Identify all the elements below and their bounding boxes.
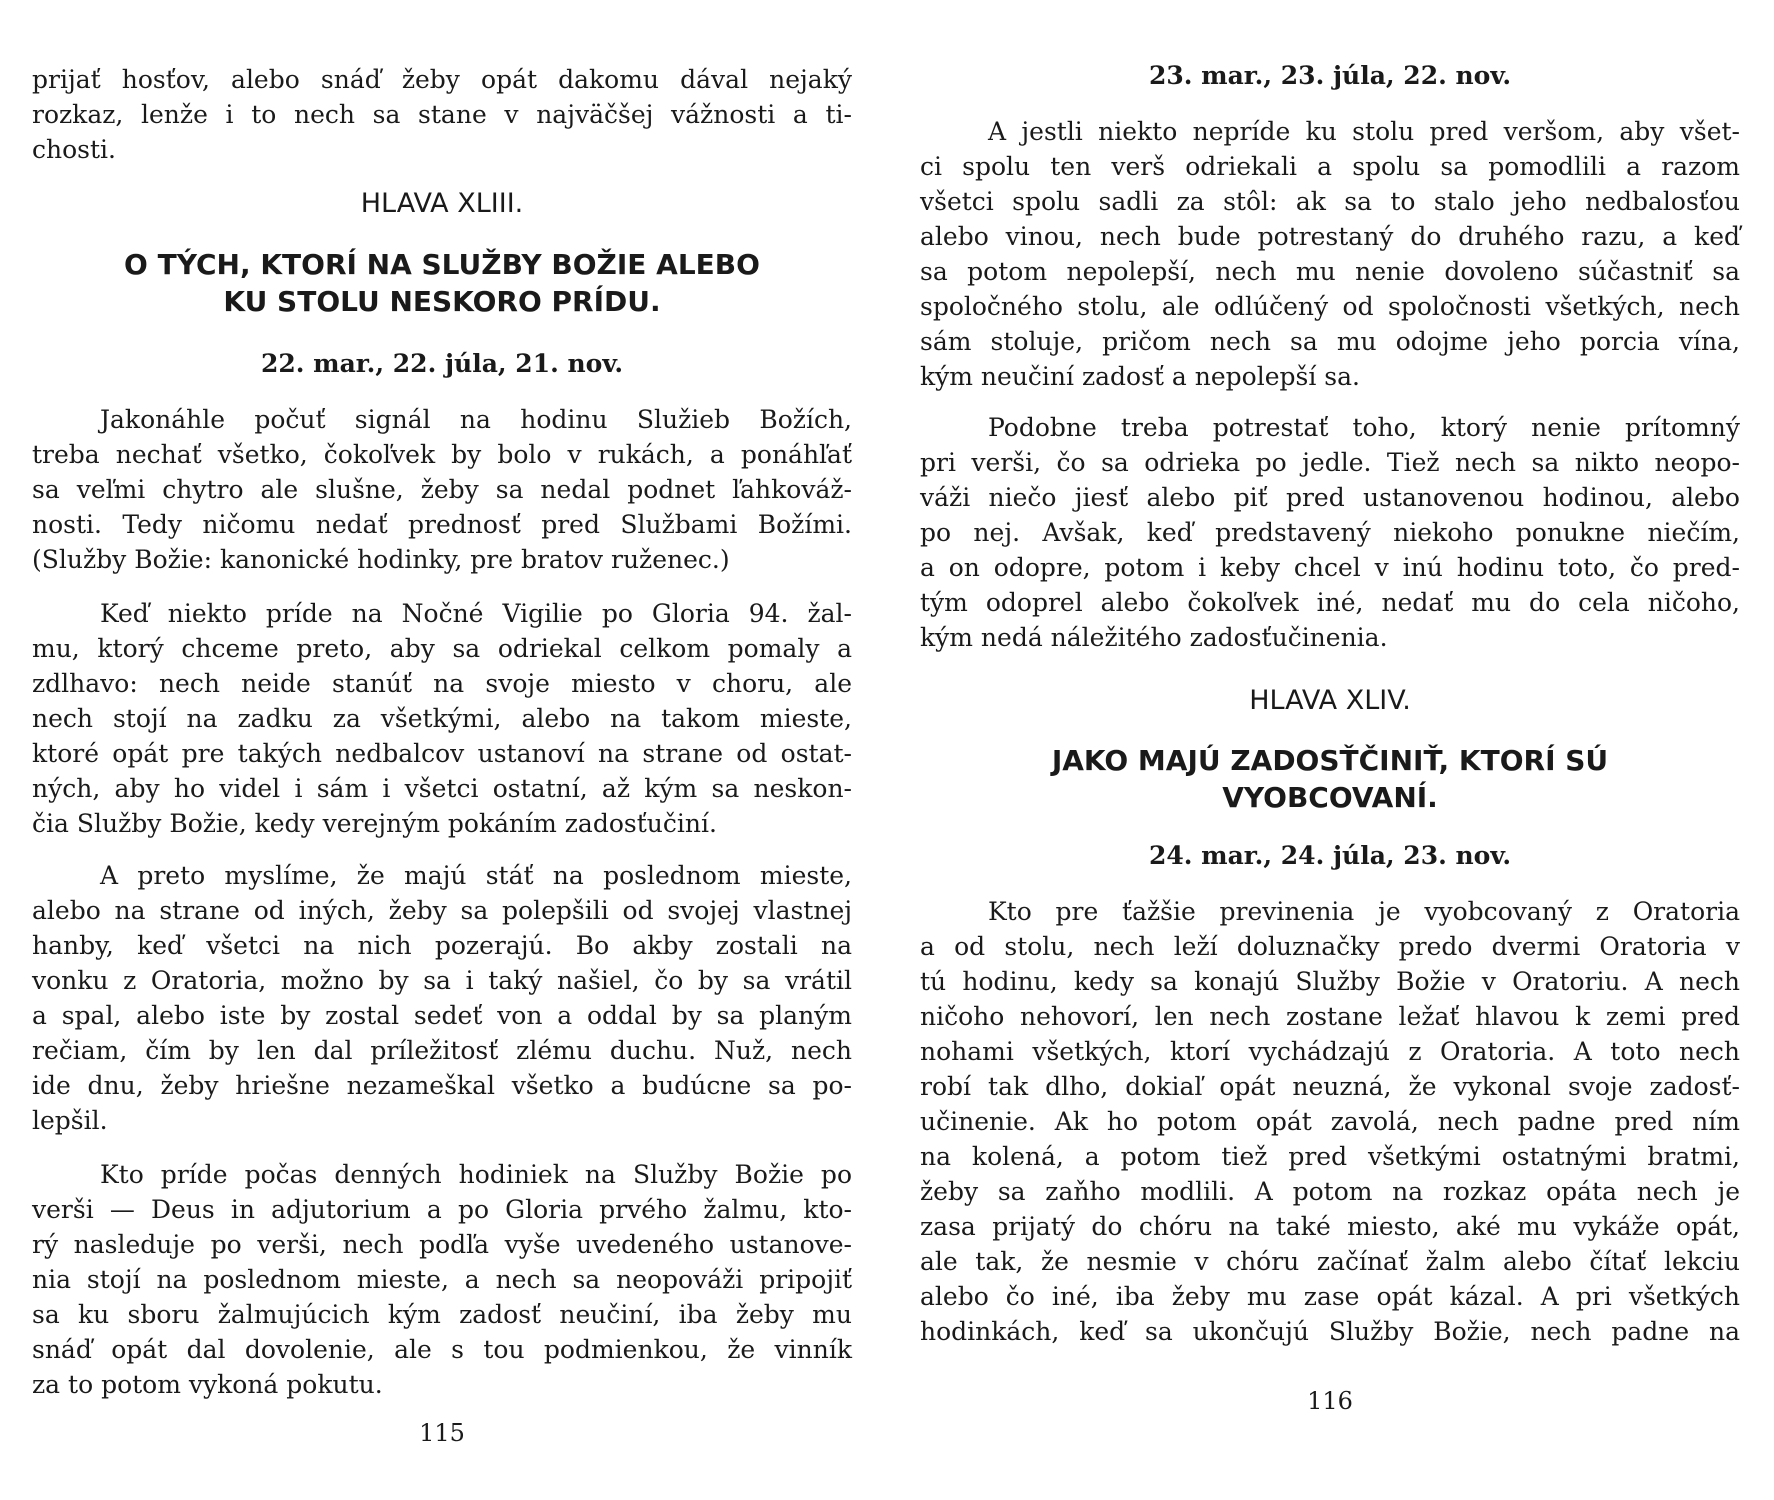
text-line: kým neučiní zadosť a nepolepší sa. <box>920 362 1360 391</box>
text-line: chosti. <box>32 135 116 164</box>
text-line: ničoho nehovorí, len nech zostane ležať hlavou k zemi pred <box>920 1002 1740 1031</box>
text-line: žeby sa zaňho modlili. A potom na rozkaz opáta nech je <box>920 1177 1740 1206</box>
chapter-label: HLAVA XLIII. <box>360 188 524 219</box>
text-line: rečiam, čím by len dal príležitosť zlému duchu. Nuž, nech <box>32 1036 852 1065</box>
text-line: robí tak dlho, dokiaľ opát neuzná, že vykonal svoje zadosť- <box>920 1072 1740 1101</box>
text-line: A jestli niekto nepríde ku stolu pred veršom, aby všet- <box>988 117 1740 146</box>
text-line: pri verši, čo sa odrieka po jedle. Tiež nech sa nikto neopo- <box>920 448 1740 477</box>
text-line: rý nasleduje po verši, nech podľa vyše uvedeného ustanove- <box>32 1230 852 1259</box>
text-line: mu, ktorý chceme preto, aby sa odriekal celkom pomaly a <box>32 634 852 663</box>
text-line: všetci spolu sadli za stôl: ak sa to stalo jeho nedbalosťou <box>920 187 1740 216</box>
page-number: 115 <box>419 1419 465 1447</box>
text-line: a spal, alebo iste by zostal sedeť von a oddal by sa planým <box>32 1001 852 1030</box>
text-line: snáď opát dal dovolenie, ale s tou podmienkou, že vinník <box>32 1335 852 1364</box>
text-line: váži niečo jiesť alebo piť pred ustanovenou hodinou, alebo <box>920 483 1740 512</box>
text-line: spoločného stolu, ale odlúčený od spoločnosti všetkých, nech <box>920 292 1740 321</box>
text-line: Podobne treba potrestať toho, ktorý nenie prítomný <box>988 413 1740 442</box>
chapter-title: O TÝCH, KTORÍ NA SLUŽBY BOŽIE ALEBO <box>124 248 760 281</box>
text-line: alebo na strane od iných, žeby sa polepšili od svojej vlastnej <box>32 896 852 925</box>
text-line: na kolená, a potom tiež pred všetkými ostatnými bratmi, <box>920 1142 1740 1171</box>
text-line: hodinkách, keď sa ukončujú Služby Božie, nech padne na <box>920 1317 1740 1346</box>
text-line: Kto pre ťažšie previnenia je vyobcovaný z Oratoria <box>988 897 1740 926</box>
text-line: sám stoluje, pričom nech sa mu odojme jeho porcia vína, <box>920 327 1740 356</box>
text-line: ale tak, že nesmie v chóru začínať žalm alebo čítať lekciu <box>920 1247 1740 1276</box>
text-line: tú hodinu, kedy sa konajú Služby Božie v Oratoriu. A nech <box>920 967 1740 996</box>
text-line: A preto myslíme, že majú stáť na poslednom mieste, <box>100 861 852 890</box>
text-line: nohami všetkých, ktorí vychádzajú z Oratoria. A toto nech <box>920 1037 1740 1066</box>
text-line: ných, aby ho videl i sám i všetci ostatní, až kým sa neskon- <box>32 774 852 803</box>
text-line: Keď niekto príde na Nočné Vigilie po Gloria 94. žal- <box>100 599 852 628</box>
text-line: sa potom nepolepší, nech mu nenie dovoleno súčastniť sa <box>920 257 1740 286</box>
text-line: alebo vinou, nech bude potrestaný do druhého razu, a keď <box>920 222 1740 251</box>
page-number: 116 <box>1307 1387 1353 1415</box>
text-line: alebo čo iné, iba žeby mu zase opát kázal. A pri všetkých <box>920 1282 1740 1311</box>
text-line: tým odoprel alebo čokoľvek iné, nedať mu do cela ničoho, <box>920 588 1740 617</box>
text-line: po nej. Avšak, keď predstavený niekoho ponukne niečím, <box>920 518 1740 547</box>
text-line: čia Služby Božie, kedy verejným pokáním zadosťučiní. <box>32 809 717 838</box>
text-line: a od stolu, nech leží doluznačky predo dvermi Oratoria v <box>920 932 1740 961</box>
text-line: verši — Deus in adjutorium a po Gloria prvého žalmu, kto- <box>32 1195 852 1224</box>
text-line: Kto príde počas denných hodiniek na Služby Božie po <box>100 1160 852 1189</box>
reading-date: 23. mar., 23. júla, 22. nov. <box>1148 61 1512 90</box>
text-line: sa ku sboru žalmujúcich kým zadosť neučiní, iba žeby mu <box>32 1300 852 1329</box>
text-line: ide dnu, žeby hriešne nezameškal všetko a budúcne sa po- <box>32 1071 852 1100</box>
text-line: zasa prijatý do chóru na také miesto, aké mu vykáže opát, <box>920 1212 1740 1241</box>
text-line: lepšil. <box>32 1106 108 1135</box>
text-line: kým nedá náležitého zadosťučinenia. <box>920 623 1388 652</box>
text-line: treba nechať všetko, čokoľvek by bolo v rukách, a ponáhľať <box>32 440 852 469</box>
chapter-title: KU STOLU NESKORO PRÍDU. <box>223 285 661 318</box>
reading-date: 22. mar., 22. júla, 21. nov. <box>260 349 624 378</box>
chapter-label: HLAVA XLIV. <box>1249 685 1411 716</box>
text-line: nech stojí na zadku za všetkými, alebo na takom mieste, <box>32 704 852 733</box>
text-line: ktoré opát pre takých nedbalcov ustanoví na strane od ostat- <box>32 739 852 768</box>
text-line: a on odopre, potom i keby chcel v inú hodinu toto, čo pred- <box>920 553 1740 582</box>
text-line: sa veľmi chytro ale slušne, žeby sa nedal podnet ľahkováž- <box>32 475 852 504</box>
text-line: nosti. Tedy ničomu nedať prednosť pred Službami Božími. <box>32 510 852 539</box>
text-line: učinenie. Ak ho potom opát zavolá, nech padne pred ním <box>920 1107 1740 1136</box>
chapter-title: JAKO MAJÚ ZADOSŤČINIŤ, KTORÍ SÚ <box>1051 744 1609 777</box>
text-line: hanby, keď všetci na nich pozerajú. Bo akby zostali na <box>32 931 852 960</box>
text-line: prijať hosťov, alebo snáď žeby opát dakomu dával nejaký <box>32 65 852 94</box>
text-line: rozkaz, lenže i to nech sa stane v najväčšej vážnosti a ti- <box>32 100 852 129</box>
reading-date: 24. mar., 24. júla, 23. nov. <box>1148 841 1512 870</box>
text-line: ci spolu ten verš odriekali a spolu sa pomodlili a razom <box>920 152 1740 181</box>
text-line: Jakonáhle počuť signál na hodinu Služieb Božích, <box>100 405 852 434</box>
text-line: za to potom vykoná pokutu. <box>32 1370 383 1399</box>
text-line: zdlhavo: nech neide stanúť na svoje miesto v choru, ale <box>32 669 852 698</box>
text-line: nia stojí na poslednom mieste, a nech sa neopováži pripojiť <box>32 1265 852 1294</box>
chapter-title: VYOBCOVANÍ. <box>1222 781 1438 814</box>
text-line: (Služby Božie: kanonické hodinky, pre bratov ruženec.) <box>32 545 730 574</box>
text-line: vonku z Oratoria, možno by sa i taký našiel, čo by sa vrátil <box>32 966 852 995</box>
